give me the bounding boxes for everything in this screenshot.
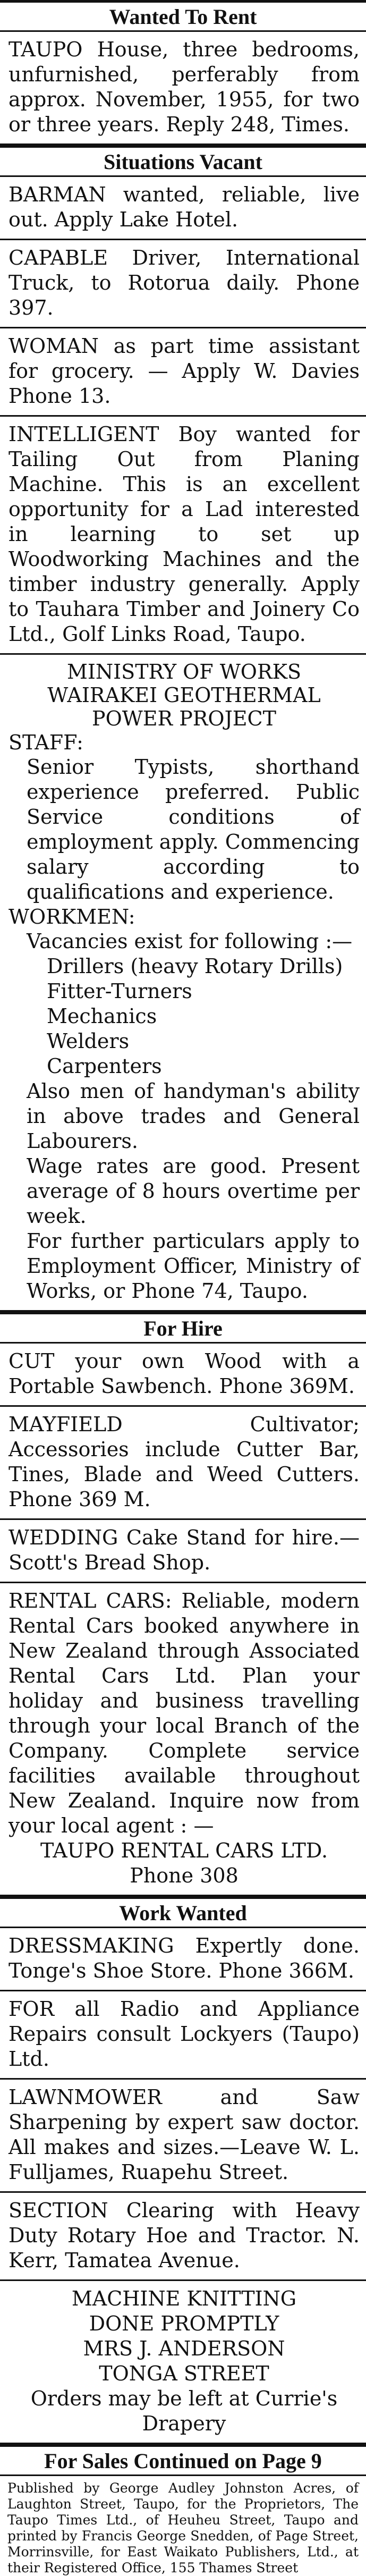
classified-ad bbox=[0, 177, 366, 240]
ad-text: BARMAN wanted, reliable, live out. Apply Lake Hotel. bbox=[8, 183, 360, 231]
classified-ad bbox=[0, 32, 366, 145]
also-text: Also men of handyman's ability in above trades and General Labourers. bbox=[27, 1079, 360, 1153]
wage-text: Wage rates are good. Present average of 8 hours overtime per week. bbox=[27, 1154, 360, 1228]
role-item: Carpenters bbox=[47, 1054, 162, 1078]
ministry-title-line: MINISTRY OF WORKS bbox=[66, 660, 301, 683]
machine-knitting-ad bbox=[0, 2281, 366, 2444]
agent-name: TAUPO RENTAL CARS LTD. bbox=[40, 1839, 328, 1862]
ad-text: INTELLIGENT Boy wanted for Tailing Out from Planing Machine. This is an excellent opportunity for a Lad interested in learning to set up Woodworking Machines and the timber industry generally. Apply to Tauhara Timber and Joinery Co Ltd., Golf Links Road, Taupo. bbox=[8, 423, 360, 646]
section-heading-situations-vacant: Situations Vacant bbox=[0, 145, 366, 177]
ad-text: CUT your own Wood with a Portable Sawbench. Phone 369M. bbox=[8, 1349, 360, 1398]
agent-phone: Phone 308 bbox=[130, 1864, 239, 1887]
ad-text: TAUPO House, three bedrooms, unfurnished, perferably from approx. November, 1955, for two or three years. Reply 248, Times. bbox=[8, 38, 360, 136]
section-heading-for-sales-continued: For Sales Continued on Page 9 bbox=[0, 2444, 366, 2476]
classified-ad bbox=[0, 1991, 366, 2080]
further-text: For further particulars apply to Employment Officer, Ministry of Works, or Phone 74, Taupo. bbox=[27, 1229, 360, 1303]
knitting-note: Orders may be left at Currie's Drapery bbox=[30, 2387, 338, 2435]
role-item: Fitter-Turners bbox=[47, 979, 192, 1003]
role-item: Mechanics bbox=[47, 1004, 157, 1028]
classified-ad bbox=[0, 2193, 366, 2281]
ministry-title-line: POWER PROJECT bbox=[92, 707, 276, 730]
ad-text: FOR all Radio and Appliance Repairs consult Lockyers (Taupo) Ltd. bbox=[8, 1997, 360, 2071]
role-item: Welders bbox=[47, 1029, 130, 1053]
workmen-label: WORKMEN: bbox=[8, 905, 135, 928]
staff-label: STAFF: bbox=[8, 731, 83, 754]
ad-text: WOMAN as part time assistant for grocery. — Apply W. Davies Phone 13. bbox=[8, 334, 360, 408]
ad-text: RENTAL CARS: Reliable, modern Rental Cars booked anywhere in New Zealand through Associated Rental Cars Ltd. Plan your holiday and business travelling through your local Branch of the Company. Complete service facilities available throughout New Zealand. Inquire now from your local agent : — bbox=[8, 1589, 360, 1837]
ministry-title-line: WAIRAKEI GEOTHERMAL bbox=[47, 683, 321, 707]
ad-text: DRESSMAKING Expertly done. Tonge's Shoe Store. Phone 366M. bbox=[8, 1934, 360, 1982]
ministry-of-works-ad bbox=[0, 655, 366, 1312]
classified-ad bbox=[0, 1407, 366, 1520]
ad-text: MAYFIELD Cultivator; Accessories include Cutter Bar, Tines, Blade and Weed Cutters. Phone 369 M. bbox=[8, 1413, 360, 1511]
section-heading-work-wanted: Work Wanted bbox=[0, 1896, 366, 1928]
publisher-imprint: Published by George Audley Johnston Acres, of Laughton Street, Taupo, for the Proprietors, The Taupo Times Ltd., of Heuheu Street, Taupo and printed by Francis George Snedden, of Page Street, Morrinsville, for East Waikato Publishers, Ltd., at their Registered Office, 155 Thames Street bbox=[7, 2480, 359, 2575]
knitting-line: DONE PROMPTLY bbox=[89, 2312, 279, 2335]
ad-text: WEDDING Cake Stand for hire.— Scott's Bread Shop. bbox=[8, 1526, 360, 1574]
ad-text: CAPABLE Driver, International Truck, to Rotorua daily. Phone 397. bbox=[8, 246, 360, 319]
knitting-line: MACHINE KNITTING bbox=[71, 2287, 297, 2310]
section-heading-wanted-to-rent: Wanted To Rent bbox=[0, 0, 366, 32]
knitting-line: TONGA STREET bbox=[99, 2362, 269, 2385]
classified-ad bbox=[0, 240, 366, 328]
classified-ad bbox=[0, 1583, 366, 1896]
role-item: Drillers (heavy Rotary Drills) bbox=[47, 955, 343, 978]
ad-text: SECTION Clearing with Heavy Duty Rotary Hoe and Tractor. N. Kerr, Tamatea Avenue. bbox=[8, 2199, 360, 2272]
classified-ad bbox=[0, 2080, 366, 2193]
staff-text: Senior Typists, shorthand experience preferred. Public Service conditions of employment apply. Commencing salary according to qualifications and experience. bbox=[27, 755, 360, 903]
section-heading-for-hire: For Hire bbox=[0, 1312, 366, 1344]
knitting-line: MRS J. ANDERSON bbox=[83, 2337, 285, 2360]
classified-ad bbox=[0, 1520, 366, 1583]
vacancies-text: Vacancies exist for following :— bbox=[27, 930, 353, 953]
classified-ad bbox=[0, 1344, 366, 1407]
classified-ad bbox=[0, 328, 366, 417]
classified-ad bbox=[0, 417, 366, 655]
ad-text: LAWNMOWER and Saw Sharpening by expert saw doctor. All makes and sizes.—Leave W. L. Fulljames, Ruapehu Street. bbox=[8, 2085, 360, 2184]
classified-ad bbox=[0, 1928, 366, 1991]
